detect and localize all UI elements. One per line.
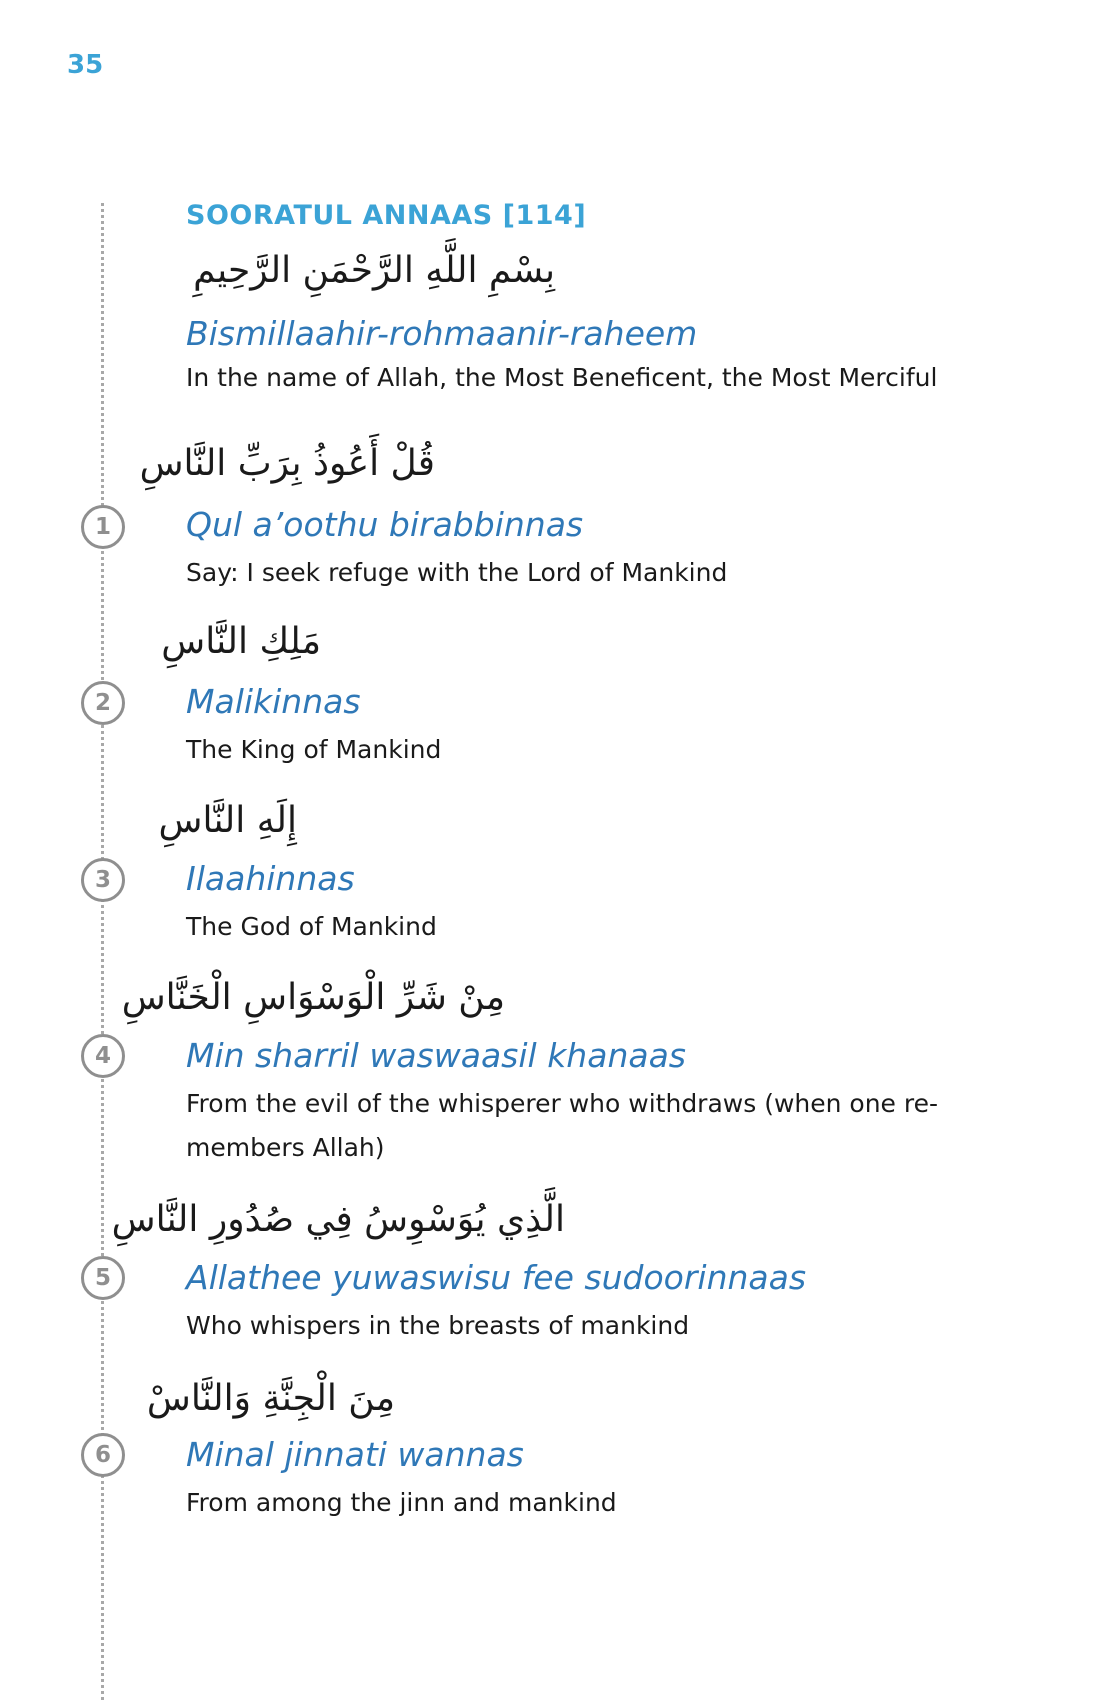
verse-5-transliteration: Allathee yuwaswisu fee sudoorinnaas [186, 1258, 807, 1297]
verse-5-arabic: الَّذِي يُوَسْوِسُ فِي صُدُورِ النَّاسِ [111, 1199, 565, 1240]
verse-1-arabic: قُلْ أَعُوذُ بِرَبِّ النَّاسِ [139, 443, 435, 484]
verse-1-transliteration: Qul a’oothu birabbinnas [186, 505, 584, 544]
verse-6-transliteration: Minal jinnati wannas [186, 1435, 524, 1474]
verse-number-marker: 5 [81, 1256, 125, 1300]
surah-title: SOORATUL ANNAAS [114] [186, 200, 587, 231]
page-number: 35 [67, 50, 104, 80]
verse-number-marker: 1 [81, 505, 125, 549]
bismillah-translation: In the name of Allah, the Most Beneficent, the Most Merciful [186, 363, 938, 392]
verse-3-translation: The God of Mankind [186, 912, 437, 941]
verse-2-arabic: مَلِكِ النَّاسِ [161, 621, 321, 662]
verse-number-marker: 4 [81, 1034, 125, 1078]
verse-4-transliteration: Min sharril waswaasil khanaas [186, 1036, 686, 1075]
verse-number-marker: 6 [81, 1433, 125, 1477]
verse-3-transliteration: Ilaahinnas [186, 859, 355, 898]
verse-number-marker: 3 [81, 858, 125, 902]
verse-1-translation: Say: I seek refuge with the Lord of Mankind [186, 558, 728, 587]
verse-6-arabic: مِنَ الْجِنَّةِ وَالنَّاسْ [146, 1378, 395, 1419]
verse-4-arabic: مِنْ شَرِّ الْوَسْوَاسِ الْخَنَّاسِ [121, 977, 505, 1018]
verse-2-translation: The King of Mankind [186, 735, 442, 764]
bismillah-transliteration: Bismillaahir-rohmaanir-raheem [186, 314, 698, 353]
bismillah-arabic: بِسْمِ اللَّهِ الرَّحْمَنِ الرَّحِيمِ [193, 250, 555, 291]
verse-number-marker: 2 [81, 681, 125, 725]
verse-3-arabic: إِلَهِ النَّاسِ [158, 800, 297, 841]
verse-6-translation: From among the jinn and mankind [186, 1488, 617, 1517]
verse-4-translation: From the evil of the whisperer who withdraws (when one re-members Allah) [186, 1089, 939, 1162]
verse-5-translation: Who whispers in the breasts of mankind [186, 1311, 690, 1340]
verse-2-transliteration: Malikinnas [186, 682, 361, 721]
